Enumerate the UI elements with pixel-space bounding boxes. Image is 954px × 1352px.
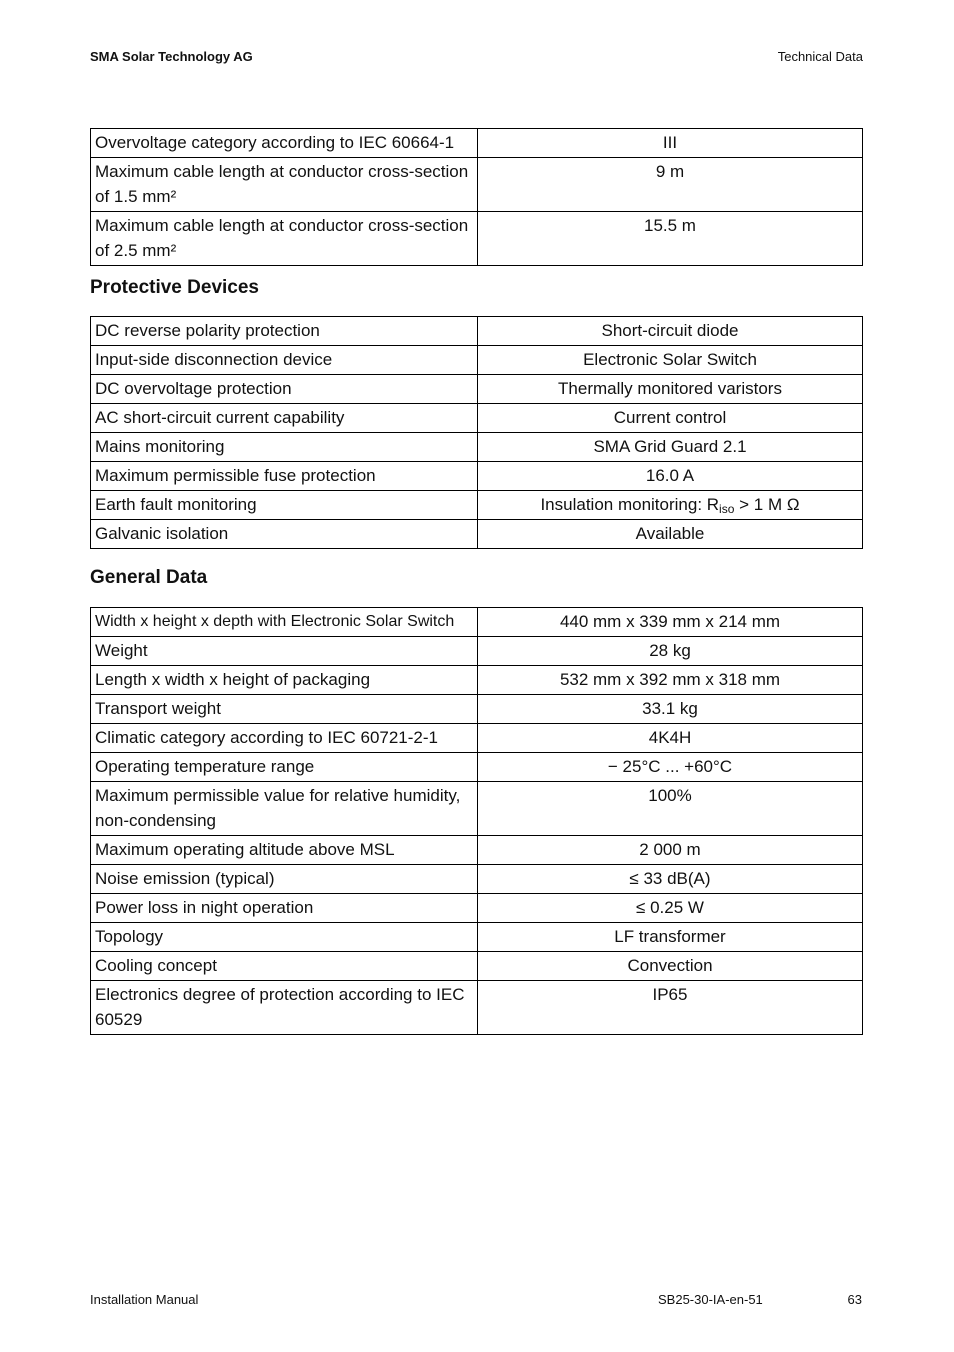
row-label: Length x width x height of packaging	[91, 666, 478, 695]
table-row	[91, 608, 863, 637]
header-company: SMA Solar Technology AG	[90, 49, 253, 64]
row-value: 440 mm x 339 mm x 214 mm	[478, 608, 863, 637]
row-label: Transport weight	[91, 695, 478, 724]
value-suffix: > 1 M Ω	[734, 495, 800, 514]
table-row	[91, 695, 863, 724]
table-row	[91, 520, 863, 549]
row-label: Power loss in night operation	[91, 894, 478, 923]
row-value: Thermally monitored varistors	[478, 375, 863, 404]
row-value: LF transformer	[478, 923, 863, 952]
table-row	[91, 158, 863, 212]
row-label: Operating temperature range	[91, 753, 478, 782]
row-label: Earth fault monitoring	[91, 491, 478, 520]
table-row	[91, 981, 863, 1035]
table-row	[91, 666, 863, 695]
table-row	[91, 836, 863, 865]
row-value: 28 kg	[478, 637, 863, 666]
row-value: IP65	[478, 981, 863, 1035]
table-row	[91, 375, 863, 404]
row-label: Maximum permissible value for relative humidity, non-condensing	[91, 782, 478, 836]
row-label: Maximum cable length at conductor cross-section of 1.5 mm²	[91, 158, 478, 212]
row-label: Galvanic isolation	[91, 520, 478, 549]
row-label: Maximum permissible fuse protection	[91, 462, 478, 491]
row-label: Mains monitoring	[91, 433, 478, 462]
row-value	[478, 491, 863, 520]
table-row	[91, 894, 863, 923]
table-row	[91, 782, 863, 836]
header-section: Technical Data	[777, 49, 863, 64]
row-value: 9 m	[478, 158, 863, 212]
row-label: Topology	[91, 923, 478, 952]
table-row	[91, 317, 863, 346]
row-label: DC reverse polarity protection	[91, 317, 478, 346]
row-label: Input-side disconnection device	[91, 346, 478, 375]
row-value: 16.0 A	[478, 462, 863, 491]
table-row	[91, 865, 863, 894]
footer-doc-id: SB25-30-IA-en-51	[658, 1292, 763, 1307]
table-row	[91, 724, 863, 753]
row-label: Width x height x depth with Electronic Solar Switch	[91, 608, 478, 637]
row-value: 15.5 m	[478, 212, 863, 266]
row-label: Noise emission (typical)	[91, 865, 478, 894]
row-value: III	[478, 129, 863, 158]
row-value: 532 mm x 392 mm x 318 mm	[478, 666, 863, 695]
row-label: Cooling concept	[91, 952, 478, 981]
table-row	[91, 491, 863, 520]
table-row	[91, 212, 863, 266]
table-top	[90, 128, 863, 266]
row-value: Convection	[478, 952, 863, 981]
value-prefix: Insulation monitoring: R	[540, 495, 720, 514]
page-number: 63	[847, 1292, 862, 1307]
row-label: Overvoltage category according to IEC 60664-1	[91, 129, 478, 158]
table-row	[91, 462, 863, 491]
row-value: 4K4H	[478, 724, 863, 753]
table-row	[91, 129, 863, 158]
row-label: Climatic category according to IEC 60721-2-1	[91, 724, 478, 753]
value-subscript: iso	[719, 502, 735, 516]
row-value: Electronic Solar Switch	[478, 346, 863, 375]
row-label: Maximum cable length at conductor cross-section of 2.5 mm²	[91, 212, 478, 266]
table-row	[91, 346, 863, 375]
protective-devices-heading: Protective Devices	[90, 277, 259, 298]
row-value: Current control	[478, 404, 863, 433]
row-value: Available	[478, 520, 863, 549]
row-value: 100%	[478, 782, 863, 836]
row-label: Maximum operating altitude above MSL	[91, 836, 478, 865]
table-protective-devices	[90, 316, 863, 549]
table-row	[91, 923, 863, 952]
row-value: SMA Grid Guard 2.1	[478, 433, 863, 462]
table-general-data	[90, 607, 863, 1035]
row-value: ≤ 33 dB(A)	[478, 865, 863, 894]
table-row	[91, 433, 863, 462]
row-value: ≤ 0.25 W	[478, 894, 863, 923]
row-label: Electronics degree of protection according to IEC 60529	[91, 981, 478, 1035]
table-row	[91, 637, 863, 666]
footer-document: Installation Manual	[90, 1292, 199, 1307]
row-value: 33.1 kg	[478, 695, 863, 724]
row-label: DC overvoltage protection	[91, 375, 478, 404]
row-value: Short-circuit diode	[478, 317, 863, 346]
row-label: AC short-circuit current capability	[91, 404, 478, 433]
row-label: Weight	[91, 637, 478, 666]
row-value: 2 000 m	[478, 836, 863, 865]
row-value: − 25°C ... +60°C	[478, 753, 863, 782]
table-row	[91, 404, 863, 433]
table-row	[91, 952, 863, 981]
table-row	[91, 753, 863, 782]
general-data-heading: General Data	[90, 567, 208, 588]
